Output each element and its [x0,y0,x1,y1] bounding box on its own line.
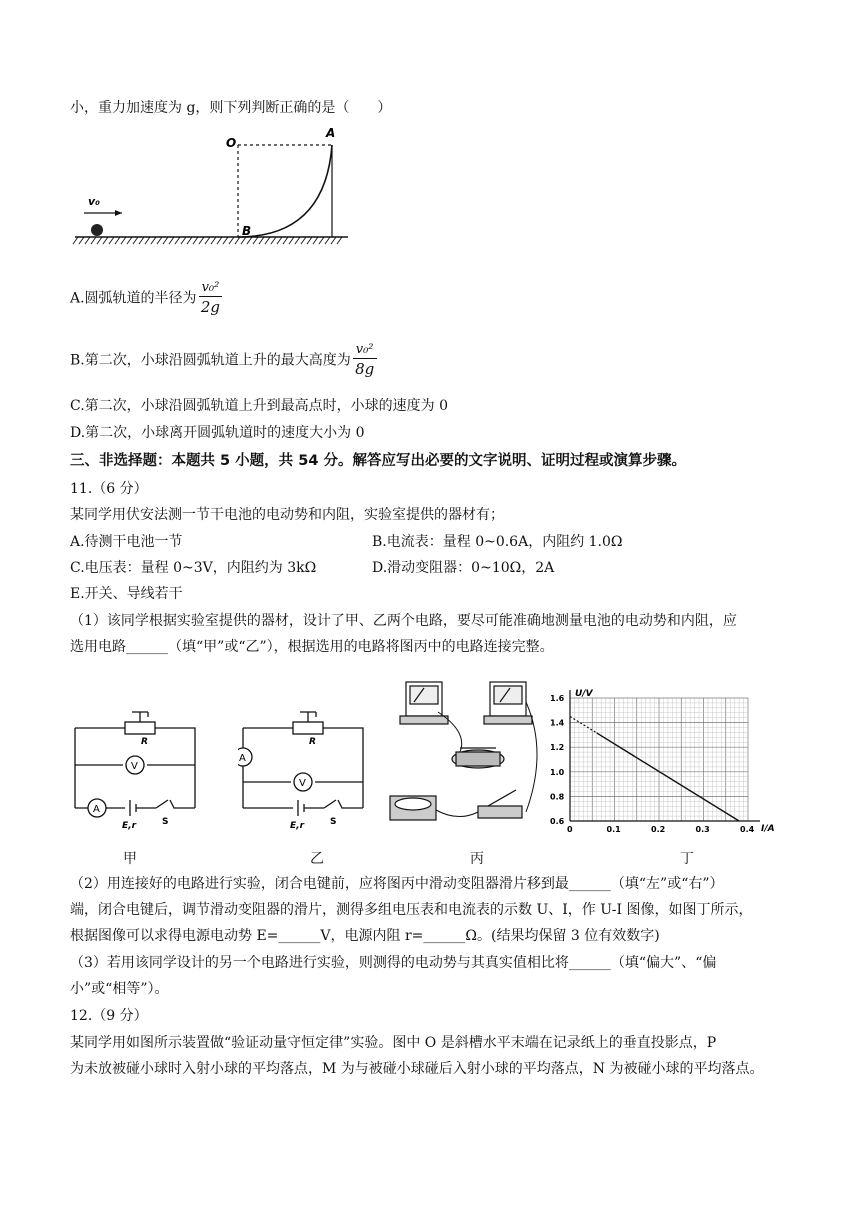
label-V-yi: V [299,778,306,789]
circuit-yi [238,708,373,833]
y-tick-label: 1.0 [550,767,565,777]
label-S-jia: S [162,817,169,827]
option-D: D.第二次，小球离开圆弧轨道时的速度大小为 0 [70,425,365,441]
label-S-yi: S [330,817,337,827]
x-tick-label: 0.3 [695,825,710,834]
x-axis-label: I/A [761,824,775,834]
label-v0: v₀ [88,195,100,208]
q11-part2-line3: 根据图像可以求得电源电动势 E=______V，电源内阻 r=______Ω。(结果均保留 3 位有效数字) [70,928,660,944]
q11-option-C: C.电压表：量程 0~3V，内阻约为 3kΩ [70,560,317,576]
fraction-B-den: 8g [355,360,375,378]
apparatus-bing [378,672,550,832]
fraction-B-num: v₀² [353,342,377,359]
y-axis-label: U/V [575,689,593,699]
label-A-jia: A [93,804,100,815]
y-tick-label: 1.6 [550,694,565,703]
y-tick-label: 0.8 [550,792,565,802]
label-Er-jia: E,r [122,821,137,831]
q11-part2-line2: 端，闭合电键后，调节滑动变阻器的滑片，测得多组电压表和电流表的示数 U、I，作 U-I 图像，如图丁所示， [70,902,753,918]
fraction-A [199,280,223,317]
label-A-yi: A [239,753,246,764]
caption-bing: 丙 [470,851,484,867]
option-B-text: B.第二次，小球沿圆弧轨道上升的最大高度为 [70,352,351,369]
q11-option-D: D.滑动变阻器：0~10Ω，2A [372,560,555,576]
section-3-heading: 三、非选择题：本题共 5 小题，共 54 分。解答应写出必要的文字说明、证明过程或演算步骤。 [70,453,686,469]
fraction-B [353,342,377,379]
label-R-yi: R [309,737,316,747]
x-tick-label: 0.4 [740,825,755,834]
q11-number: 11.（6 分） [70,481,148,497]
x-tick-label: 0 [567,825,573,834]
option-A-text: A.圆弧轨道的半径为 [70,290,197,307]
fraction-A-den: 2g [200,298,221,316]
q11-part1-line1: （1）该同学根据实验室提供的器材，设计了甲、乙两个电路，要尽可能准确地测量电池的电动势和内阻，应 [70,613,737,629]
option-B [70,342,377,379]
ui-graph [548,686,788,836]
q12-number: 12.（9 分） [70,1008,148,1024]
q11-option-E: E.开关、导线若干 [70,586,183,602]
question-10-tail: 小，重力加速度为 g，则下列判断正确的是（ ） [70,100,392,116]
q11-part1-line2: 选用电路______（填“甲”或“乙”），根据选用的电路将图丙中的电路连接完整。 [70,639,554,655]
option-A [70,280,222,317]
q11-intro: 某同学用伏安法测一节干电池的电动势和内阻，实验室提供的器材有； [70,507,504,523]
label-Er-yi: E,r [290,821,305,831]
q11-option-B: B.电流表：量程 0~0.6A，内阻约 1.0Ω [372,534,623,550]
y-tick-label: 1.4 [550,718,565,728]
fraction-A-num: v₀² [199,280,223,297]
label-O: O [226,136,237,150]
x-tick-label: 0.2 [651,825,666,834]
circuit-jia [70,708,205,833]
x-tick-label: 0.1 [606,825,621,834]
q11-part3-line1: （3）若用该同学设计的另一个电路进行实验，则测得的电动势与其真实值相比将______（填“偏大”、“偏 [70,955,717,971]
caption-yi: 乙 [310,851,324,867]
caption-jia: 甲 [123,851,137,867]
q11-part3-line2: 小”或“相等”）。 [70,981,169,997]
y-tick-label: 0.6 [550,817,565,826]
label-B: B [242,224,252,238]
q12-line1: 某同学用如图所示装置做“验证动量守恒定律”实验。图中 O 是斜槽水平末端在记录纸上的垂直投影点，P [70,1035,717,1051]
label-V-jia: V [131,761,138,772]
q12-line2: 为未放被碰小球时入射小球的平均落点，M 为与被碰小球碰后入射小球的平均落点，N 为被碰小球的平均落点。 [70,1061,764,1077]
label-R-jia: R [141,737,148,747]
q11-part2-line1: （2）用连接好的电路进行实验，闭合电键前，应将图丙中滑动变阻器滑片移到最______（填“左”或“右”） [70,876,724,892]
caption-ding: 丁 [680,851,694,867]
q11-option-A: A.待测干电池一节 [70,534,183,550]
option-C: C.第二次，小球沿圆弧轨道上升到最高点时，小球的速度为 0 [70,398,449,414]
label-A: A [326,126,336,140]
track-figure [70,125,360,250]
y-tick-label: 1.2 [550,743,565,753]
